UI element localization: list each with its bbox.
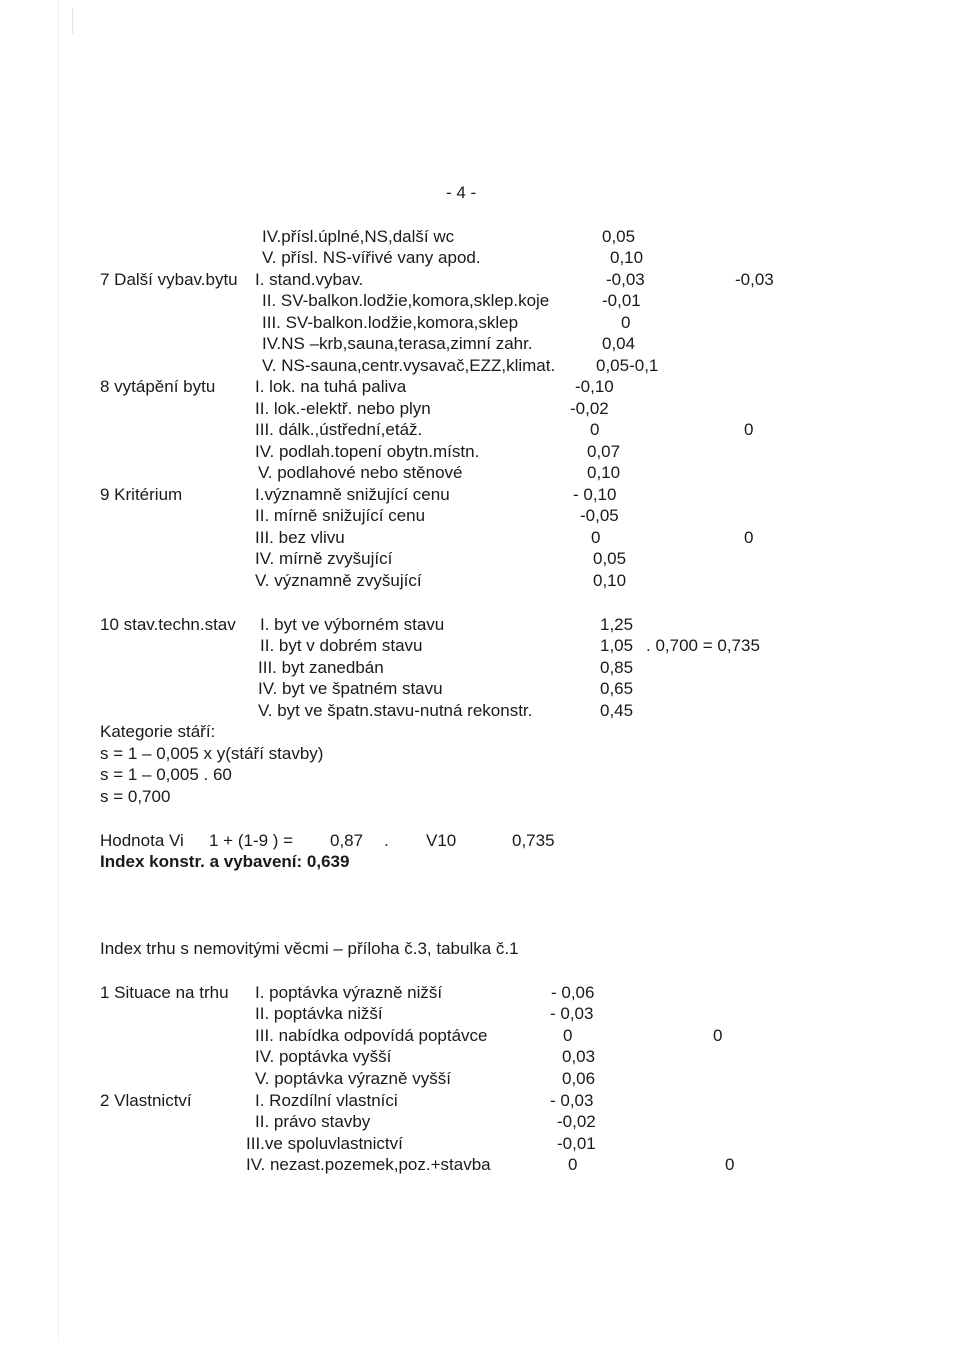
row-label: 9 Kritérium <box>100 485 183 504</box>
item-text: III. dálk.,ústřední,etáž. <box>255 420 423 439</box>
item-text: IV. byt ve špatném stavu <box>258 679 443 698</box>
item-text: I. poptávka výrazně nižší <box>255 983 443 1002</box>
item-value: 0 <box>590 420 600 439</box>
v10-value: 0,735 <box>512 831 555 850</box>
item-value: 0,65 <box>600 679 634 698</box>
item-text: IV. podlah.topení obytn.místn. <box>255 442 480 461</box>
item-text: III. SV-balkon.lodžie,komora,sklep <box>262 313 519 332</box>
row-label: 1 Situace na trhu <box>100 983 229 1002</box>
category-result: 0 <box>713 1026 723 1045</box>
item-text: I.významně snižující cenu <box>255 485 450 504</box>
scan-edge-line <box>58 0 59 1340</box>
row-label: 7 Další vybav.bytu <box>100 270 238 289</box>
item-text: IV. nezast.pozemek,poz.+stavba <box>246 1155 491 1174</box>
row-label: 2 Vlastnictví <box>100 1091 192 1110</box>
scan-mark <box>72 8 73 34</box>
construction-index: Index konstr. a vybavení: 0,639 <box>100 852 350 871</box>
item-value: 0,06 <box>562 1069 596 1088</box>
item-value: - 0,03 <box>550 1091 594 1110</box>
category-result: 0 <box>725 1155 735 1174</box>
item-text: I. Rozdílní vlastníci <box>255 1091 398 1110</box>
item-text: II. byt v dobrém stavu <box>260 636 423 655</box>
item-text: V. přísl. NS-vířivé vany apod. <box>262 248 481 267</box>
market-index-heading: Index trhu s nemovitými věcmi – příloha č.3, tabulka č.1 <box>100 939 519 958</box>
item-value: -0,02 <box>557 1112 596 1131</box>
item-value: 0,05 <box>602 227 636 246</box>
item-text: II. poptávka nižší <box>255 1004 383 1023</box>
item-text: V. NS-sauna,centr.vysavač,EZZ,klimat. <box>262 356 556 375</box>
hodnota-formula: 1 + (1-9 ) = <box>209 831 294 850</box>
age-formula: s = 1 – 0,005 x y(stáří stavby) <box>100 744 324 763</box>
item-text: II. SV-balkon.lodžie,komora,sklep.koje <box>262 291 550 310</box>
item-text: V. poptávka výrazně vyšší <box>255 1069 451 1088</box>
age-formula: s = 1 – 0,005 . 60 <box>100 765 232 784</box>
age-heading: Kategorie stáří: <box>100 722 216 741</box>
category-result: -0,03 <box>735 270 774 289</box>
row-label: 10 stav.techn.stav <box>100 615 236 634</box>
item-value: 0,85 <box>600 658 634 677</box>
hodnota-value: 0,87 <box>330 831 364 850</box>
item-value: 0 <box>563 1026 573 1045</box>
item-text: IV.přísl.úplné,NS,další wc <box>262 227 455 246</box>
item-value: -0,02 <box>570 399 609 418</box>
item-text: V. byt ve špatn.stavu-nutná rekonstr. <box>258 701 533 720</box>
item-value: 0,10 <box>610 248 644 267</box>
item-value: 1,05 <box>600 636 634 655</box>
hodnota-label: Hodnota Vi <box>100 831 184 850</box>
v10-label: V10 <box>426 831 457 850</box>
item-value: -0,05 <box>580 506 619 525</box>
item-value: 0 <box>621 313 631 332</box>
item-text: III. nabídka odpovídá poptávce <box>255 1026 488 1045</box>
category-result: 0 <box>744 420 754 439</box>
item-text: IV. poptávka vyšší <box>255 1047 392 1066</box>
item-text: III. bez vlivu <box>255 528 345 547</box>
item-value: - 0,06 <box>551 983 595 1002</box>
item-value: -0,03 <box>606 270 645 289</box>
category-result: 0 <box>744 528 754 547</box>
item-value: -0,10 <box>575 377 614 396</box>
item-value: 0,07 <box>587 442 621 461</box>
row-label: 8 vytápění bytu <box>100 377 216 396</box>
item-text: IV. mírně zvyšující <box>255 549 393 568</box>
item-text: IV.NS –krb,sauna,terasa,zimní zahr. <box>262 334 533 353</box>
item-text: V. významně zvyšující <box>255 571 422 590</box>
item-text: I. stand.vybav. <box>255 270 364 289</box>
item-value: 0,45 <box>600 701 634 720</box>
item-value: 0,10 <box>587 463 621 482</box>
item-text: II. mírně snižující cenu <box>255 506 426 525</box>
item-value: - 0,03 <box>550 1004 594 1023</box>
item-text: II. lok.-elektř. nebo plyn <box>255 399 431 418</box>
item-value: -0,01 <box>602 291 641 310</box>
item-value: 1,25 <box>600 615 634 634</box>
item-text: V. podlahové nebo stěnové <box>258 463 463 482</box>
hodnota-dot: . <box>384 831 389 850</box>
item-text: I. lok. na tuhá paliva <box>255 377 407 396</box>
page-number: - 4 - <box>446 183 477 202</box>
item-value: 0,10 <box>593 571 627 590</box>
item-value: - 0,10 <box>573 485 617 504</box>
item-value: 0,05-0,1 <box>596 356 659 375</box>
item-value: 0,04 <box>602 334 636 353</box>
item-text: I. byt ve výborném stavu <box>260 615 445 634</box>
item-text: III. byt zanedbán <box>258 658 384 677</box>
condition-calculation: . 0,700 = 0,735 <box>646 636 760 655</box>
item-value: 0 <box>591 528 601 547</box>
item-value: 0 <box>568 1155 578 1174</box>
item-value: 0,05 <box>593 549 627 568</box>
item-text: II. právo stavby <box>255 1112 371 1131</box>
item-value: -0,01 <box>557 1134 596 1153</box>
item-value: 0,03 <box>562 1047 596 1066</box>
age-result: s = 0,700 <box>100 787 171 806</box>
item-text: III.ve spoluvlastnictví <box>246 1134 403 1153</box>
